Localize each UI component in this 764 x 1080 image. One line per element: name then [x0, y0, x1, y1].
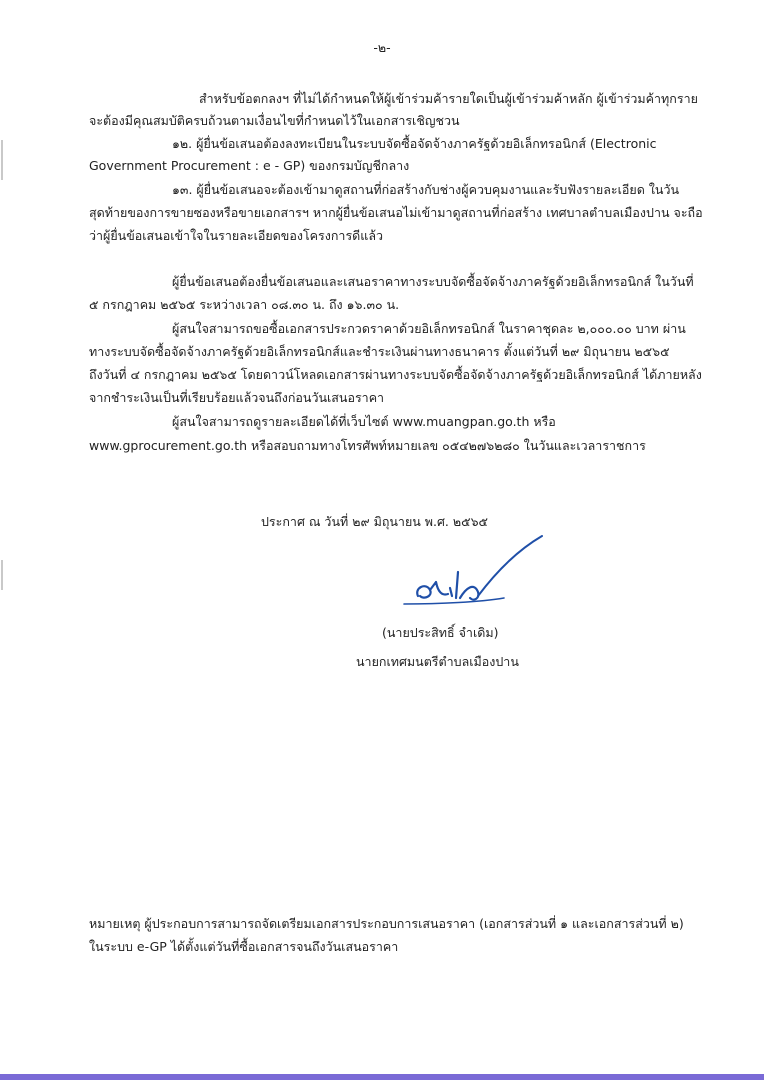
paragraph-line-8: ผู้ยื่นข้อเสนอต้องยื่นข้อเสนอและเสนอราคาทางระบบจัดซื้อจัดจ้างภาครัฐด้วยอิเล็กทรอนิกส์ ในวันที่	[172, 274, 694, 289]
note-line-1: หมายเหตุ ผู้ประกอบการสามารถจัดเตรียมเอกสารประกอบการเสนอราคา (เอกสารส่วนที่ ๑ และเอกสารส่วนที่ ๒)	[89, 916, 684, 931]
signer-name: (นายประสิทธิ์ จำเดิม)	[382, 625, 499, 640]
paragraph-line-1: สำหรับข้อตกลงฯ ที่ไม่ได้กำหนดให้ผู้เข้าร่วมค้ารายใดเป็นผู้เข้าร่วมค้าหลัก ผู้เข้าร่วมค้าทุกราย	[199, 91, 698, 106]
scan-edge-mark	[1, 560, 3, 590]
paragraph-line-11: ทางระบบจัดซื้อจัดจ้างภาครัฐด้วยอิเล็กทรอนิกส์และชำระเงินผ่านทางธนาคาร ตั้งแต่วันที่ ๒๙ มิถุนายน ๒๕๖๕	[89, 344, 670, 359]
paragraph-line-13: จากชำระเงินเป็นที่เรียบร้อยแล้วจนถึงก่อนวันเสนอราคา	[89, 390, 385, 405]
paragraph-line-4: Government Procurement : e - GP) ของกรมบัญชีกลาง	[89, 158, 410, 173]
note-line-2: ในระบบ e-GP ได้ตั้งแต่วันที่ซื้อเอกสารจนถึงวันเสนอราคา	[89, 939, 399, 954]
paragraph-line-10: ผู้สนใจสามารถขอซื้อเอกสารประกวดราคาด้วยอิเล็กทรอนิกส์ ในราคาชุดละ ๒,๐๐๐.๐๐ บาท ผ่าน	[172, 321, 686, 336]
paragraph-line-2: จะต้องมีคุณสมบัติครบถ้วนตามเงื่อนไขที่กำหนดไว้ในเอกสารเชิญชวน	[89, 113, 460, 128]
page-number: -๒-	[373, 40, 391, 55]
paragraph-line-6: สุดท้ายของการขายซองหรือขายเอกสารฯ หากผู้ยื่นข้อเสนอไม่เข้ามาดูสถานที่ก่อสร้าง เทศบาลตำบลเมืองปาน จะถือ	[89, 205, 703, 220]
paragraph-line-12: ถึงวันที่ ๔ กรกฎาคม ๒๕๖๕ โดยดาวน์โหลดเอกสารผ่านทางระบบจัดซื้อจัดจ้างภาครัฐด้วยอิเล็กทรอนิกส์ ได้ภายหลัง	[89, 367, 702, 382]
paragraph-line-15: www.gprocurement.go.th หรือสอบถามทางโทรศัพท์หมายเลข ๐๕๔๒๗๖๒๘๐ ในวันและเวลาราชการ	[89, 438, 646, 453]
signature-mark	[400, 532, 550, 612]
scan-edge-mark	[1, 140, 3, 180]
announcement-date: ประกาศ ณ วันที่ ๒๙ มิถุนายน พ.ศ. ๒๕๖๕	[261, 514, 488, 529]
paragraph-line-7: ว่าผู้ยื่นข้อเสนอเข้าใจในรายละเอียดของโครงการดีแล้ว	[89, 228, 384, 243]
paragraph-line-5: ๑๓. ผู้ยื่นข้อเสนอจะต้องเข้ามาดูสถานที่ก่อสร้างกับช่างผู้ควบคุมงานและรับฟังรายละเอียด ในวัน	[172, 182, 680, 197]
signer-title: นายกเทศมนตรีตำบลเมืองปาน	[356, 654, 519, 669]
paragraph-line-3: ๑๒. ผู้ยื่นข้อเสนอต้องลงทะเบียนในระบบจัดซื้อจัดจ้างภาครัฐด้วยอิเล็กทรอนิกส์ (Electronic	[172, 136, 657, 151]
bottom-color-bar	[0, 1074, 764, 1080]
paragraph-line-14: ผู้สนใจสามารถดูรายละเอียดได้ที่เว็บไซต์ www.muangpan.go.th หรือ	[172, 414, 556, 429]
paragraph-line-9: ๕ กรกฎาคม ๒๕๖๕ ระหว่างเวลา ๐๘.๓๐ น. ถึง ๑๖.๓๐ น.	[89, 297, 400, 312]
